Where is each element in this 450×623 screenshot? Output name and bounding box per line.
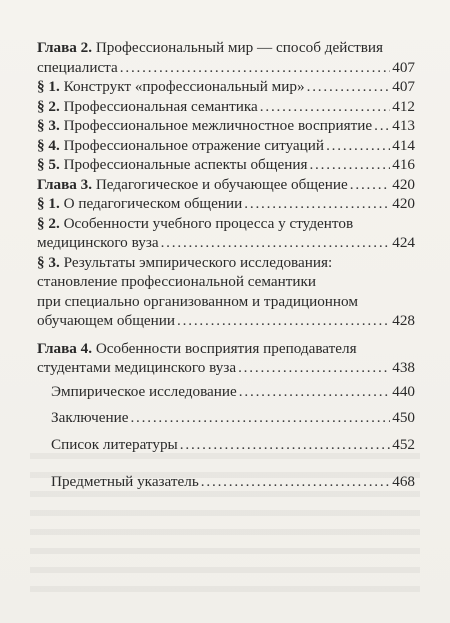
section-title: Особенности учебного процесса у студентов xyxy=(59,214,354,232)
toc-entry-subject-index xyxy=(37,472,415,492)
page-number: 438 xyxy=(392,359,415,376)
section-number: § 2. xyxy=(37,97,60,115)
toc-entry-section xyxy=(37,77,415,97)
page-number: 420 xyxy=(392,175,415,193)
section-title-cont: при специально организованном и традиционном xyxy=(37,292,358,310)
dot-leader xyxy=(130,408,390,428)
section-number: § 5. xyxy=(37,156,60,173)
page-number: 424 xyxy=(392,234,415,251)
entry-title: Заключение xyxy=(51,409,129,426)
dot-leader xyxy=(120,58,390,78)
chapter-title: Профессиональный мир — способ действия xyxy=(92,39,383,56)
toc-entry-section xyxy=(37,194,415,214)
section-number: § 3. xyxy=(37,253,60,271)
toc-entry-section xyxy=(37,116,415,136)
toc-entry-references xyxy=(37,435,415,455)
dot-leader xyxy=(180,435,390,455)
toc-entry-chapter-3 xyxy=(37,175,415,195)
page-number: 468 xyxy=(392,473,415,490)
toc-entry-section xyxy=(37,97,415,117)
toc-entry-section xyxy=(37,253,415,331)
section-number: § 2. xyxy=(37,214,60,232)
toc-entry-section xyxy=(37,155,415,175)
dot-leader xyxy=(307,77,391,97)
toc-entry-section xyxy=(37,136,415,156)
toc-entry-chapter-4 xyxy=(37,339,415,378)
dot-leader xyxy=(309,155,390,175)
toc-entry-chapter-2 xyxy=(37,38,415,77)
dot-leader xyxy=(326,136,390,156)
section-title: Результаты эмпирического исследования: xyxy=(59,253,333,271)
toc-entry-section xyxy=(37,214,415,253)
section-number: § 1. xyxy=(37,78,60,95)
chapter-number: Глава 4. xyxy=(37,339,93,357)
chapter-title-cont: студентами медицинского вуза xyxy=(37,359,237,376)
page-number: 420 xyxy=(392,195,415,212)
section-title-cont: медицинского вуза xyxy=(37,234,159,251)
chapter-number: Глава 3. xyxy=(37,175,93,193)
page-number: 407 xyxy=(392,78,415,95)
toc-entry-empirical-study xyxy=(37,382,415,402)
section-title: Профессиональное межличностное восприятие xyxy=(59,117,373,134)
page-number: 440 xyxy=(392,382,415,400)
page-number: 413 xyxy=(392,117,415,134)
dot-leader xyxy=(239,382,390,402)
dot-leader xyxy=(244,194,390,214)
section-number: § 3. xyxy=(37,117,60,134)
dot-leader xyxy=(260,97,390,117)
page-number: 452 xyxy=(392,435,415,453)
dot-leader xyxy=(177,311,390,331)
dot-leader xyxy=(350,175,390,195)
page-number: 407 xyxy=(392,58,415,76)
page-number: 450 xyxy=(392,409,415,426)
page-number: 412 xyxy=(392,97,415,115)
chapter-number: Глава 2. xyxy=(37,39,93,56)
chapter-title-cont: специалиста xyxy=(37,58,118,76)
dot-leader xyxy=(238,358,390,378)
page-number: 428 xyxy=(392,312,415,329)
section-title: Профессиональная семантика xyxy=(59,97,258,115)
chapter-title: Особенности восприятия преподавателя xyxy=(92,339,357,357)
dot-leader xyxy=(201,472,390,492)
chapter-title: Педагогическое и обучающее общение xyxy=(92,175,348,193)
entry-title: Список литературы xyxy=(51,435,178,453)
section-title-cont: обучающем общении xyxy=(37,312,176,329)
dot-leader xyxy=(374,116,390,136)
page-number: 414 xyxy=(392,136,415,154)
section-title: Конструкт «профессиональный мир» xyxy=(59,78,305,95)
entry-title: Эмпирическое исследование xyxy=(51,382,237,400)
entry-title: Предметный указатель xyxy=(51,473,199,490)
section-title: Профессиональные аспекты общения xyxy=(59,156,308,173)
section-number: § 1. xyxy=(37,195,60,212)
section-number: § 4. xyxy=(37,136,60,154)
section-title: О педагогическом общении xyxy=(59,195,243,212)
toc-entry-conclusion xyxy=(37,408,415,428)
section-title: Профессиональное отражение ситуаций xyxy=(59,136,325,154)
table-of-contents xyxy=(37,38,415,492)
page-number: 416 xyxy=(392,156,415,173)
dot-leader xyxy=(161,233,391,253)
section-title-cont: становление профессиональной семантики xyxy=(37,273,317,290)
